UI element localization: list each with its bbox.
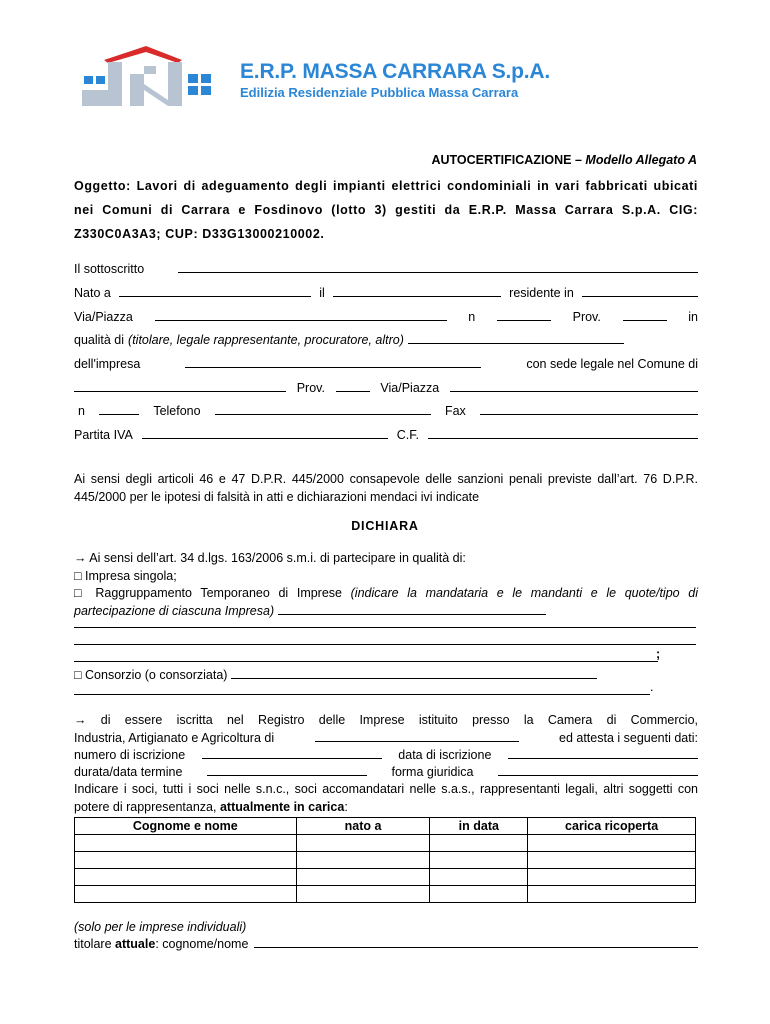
label-telefono: Telefono <box>153 404 201 418</box>
field-via[interactable] <box>155 308 447 321</box>
table-cell[interactable] <box>75 886 297 903</box>
soci-bold: attualmente in carica <box>219 800 345 814</box>
row-qualita <box>74 331 698 349</box>
table-cell[interactable] <box>75 869 297 886</box>
table-cell[interactable] <box>430 869 528 886</box>
label-prov2: Prov. <box>296 381 325 395</box>
part2-line2-text: Industria, Artigianato e Agricoltura di <box>74 731 275 745</box>
field-titolare[interactable] <box>254 935 698 948</box>
label-n: n <box>468 310 476 324</box>
table-cell[interactable] <box>528 852 696 869</box>
table-row <box>75 869 696 886</box>
table-row <box>75 852 696 869</box>
label-fax: Fax <box>444 404 466 418</box>
field-consorzio-line[interactable] <box>74 694 650 695</box>
row-nato <box>74 284 698 302</box>
rti-semicolon: ; <box>656 647 661 661</box>
field-civico[interactable] <box>497 308 551 321</box>
table-cell[interactable] <box>430 852 528 869</box>
field-rti-line-1[interactable] <box>74 627 696 628</box>
table-header-row <box>75 818 696 835</box>
label-in: in <box>688 310 698 324</box>
table-cell[interactable] <box>296 869 430 886</box>
option-rti[interactable] <box>74 584 698 620</box>
table-cell[interactable] <box>528 869 696 886</box>
option-consorzio[interactable] <box>74 666 698 684</box>
field-rti[interactable] <box>278 602 546 615</box>
soci-end: : <box>344 800 348 814</box>
label-data-iscrizione: data di iscrizione <box>398 748 492 762</box>
company-subtitle: Edilizia Residenziale Pubblica Massa Carrara <box>240 85 519 100</box>
consorzio-period: . <box>650 680 654 694</box>
table-cell[interactable] <box>75 835 297 852</box>
table-cell[interactable] <box>296 835 430 852</box>
row-piva <box>74 426 698 444</box>
part2-numero-row <box>74 746 698 764</box>
field-telefono[interactable] <box>215 402 431 415</box>
table-cell[interactable] <box>296 886 430 903</box>
footer-hint: (solo per le imprese individuali) <box>74 920 247 934</box>
premise: Ai sensi degli articoli 46 e 47 D.P.R. 445/2000 consapevole delle sanzioni penali previste dall’art. 76 D.P.R. 445/2000 per le ipotesi di falsità in atti e dichiarazioni mendaci ivi indicate <box>74 472 698 504</box>
soci-table <box>74 817 696 903</box>
field-rti-line-3[interactable] <box>74 661 658 662</box>
label-prov: Prov. <box>572 310 601 324</box>
option-rti-hint: (indicare la mandataria e le mandanti e le quote/tipo di partecipazione di ciascuna Impresa) <box>74 586 698 618</box>
dichiara-heading: DICHIARA <box>351 519 419 533</box>
label-nato-a: Nato a <box>74 286 111 300</box>
part2-line1: → di essere iscritta nel Registro delle Imprese istituito presso la Camera di Commercio, <box>74 713 698 727</box>
label-via2: Via/Piazza <box>380 381 440 395</box>
row-telefono <box>74 402 698 420</box>
soci-instruction <box>74 780 698 816</box>
label-il: il <box>319 286 325 300</box>
table-cell[interactable] <box>296 852 430 869</box>
label-sede: con sede legale nel Comune di <box>526 357 698 371</box>
col-cognome-nome: Cognome e nome <box>75 818 297 835</box>
model-title <box>431 153 697 167</box>
field-numero-iscrizione[interactable] <box>202 746 382 759</box>
label-numero-iscrizione: numero di iscrizione <box>74 748 186 762</box>
footer-titolare-row <box>74 935 698 953</box>
label-piva: Partita IVA <box>74 428 133 442</box>
field-camera-commercio[interactable] <box>315 729 519 742</box>
label-via: Via/Piazza <box>74 310 133 324</box>
row-sottoscritto <box>74 260 698 278</box>
table-cell[interactable] <box>430 886 528 903</box>
field-impresa[interactable] <box>185 355 481 368</box>
table-cell[interactable] <box>430 835 528 852</box>
field-forma[interactable] <box>498 763 698 776</box>
subject: Oggetto: Lavori di adeguamento degli impianti elettrici condominiali in vari fabbricati ubicati nei Comuni di Carrara e Fosdinovo (lotto 3) gestiti da E.R.P. Massa Carrara S.p.A. CIG: Z330C0A3A3; CUP: D33G13000210002. <box>74 179 698 241</box>
field-piva[interactable] <box>142 426 388 439</box>
label-attuale: attuale <box>115 937 156 951</box>
field-prov2[interactable] <box>336 379 370 392</box>
field-comune[interactable] <box>74 379 286 392</box>
field-via2[interactable] <box>450 379 698 392</box>
table-cell[interactable] <box>528 835 696 852</box>
label-titolare: titolare <box>74 937 112 951</box>
row-comune <box>74 379 698 397</box>
field-civico2[interactable] <box>99 402 139 415</box>
qualita-hint: (titolare, legale rappresentante, procuratore, altro) <box>128 333 404 347</box>
label-n2: n <box>78 404 85 418</box>
part2-durata-row <box>74 763 698 781</box>
part2-line2-end: ed attesta i seguenti dati: <box>559 731 698 745</box>
field-fax[interactable] <box>480 402 698 415</box>
field-sottoscritto[interactable] <box>178 260 698 273</box>
option-consorzio-label: □ Consorzio (o consorziata) <box>74 668 228 682</box>
option-impresa-singola[interactable]: □ Impresa singola; <box>74 569 177 583</box>
label-cognome: : cognome/nome <box>155 937 249 951</box>
field-prov[interactable] <box>623 308 667 321</box>
row-impresa <box>74 355 698 373</box>
company-logo <box>78 44 226 110</box>
label-forma: forma giuridica <box>391 765 474 779</box>
field-data-nascita[interactable] <box>333 284 501 297</box>
col-in-data: in data <box>430 818 528 835</box>
field-luogo-nascita[interactable] <box>119 284 311 297</box>
col-nato-a: nato a <box>296 818 430 835</box>
table-row <box>75 835 696 852</box>
model-name: Modello Allegato A <box>585 153 697 167</box>
row-via <box>74 308 698 326</box>
table-row <box>75 886 696 903</box>
field-rti-line-2[interactable] <box>74 644 696 645</box>
field-durata[interactable] <box>207 763 367 776</box>
label-durata: durata/data termine <box>74 765 183 779</box>
field-cf[interactable] <box>428 426 698 439</box>
label-cf: C.F. <box>396 428 419 442</box>
label-qualita: qualità di <box>74 333 125 347</box>
company-name: E.R.P. MASSA CARRARA S.p.A. <box>240 60 551 83</box>
field-consorzio[interactable] <box>231 666 597 679</box>
model-label: AUTOCERTIFICAZIONE – <box>431 153 582 167</box>
label-impresa: dell'impresa <box>74 357 141 371</box>
part2-line2 <box>74 729 698 747</box>
col-carica: carica ricoperta <box>528 818 696 835</box>
part1-intro: → Ai sensi dell’art. 34 d.lgs. 163/2006 s.m.i. di partecipare in qualità di: <box>74 551 466 565</box>
label-residente: residente in <box>509 286 574 300</box>
table-cell[interactable] <box>528 886 696 903</box>
label-sottoscritto: Il sottoscritto <box>74 262 145 276</box>
field-data-iscrizione[interactable] <box>508 746 698 759</box>
table-cell[interactable] <box>75 852 297 869</box>
field-residenza[interactable] <box>582 284 698 297</box>
field-qualita[interactable] <box>408 331 624 344</box>
option-rti-label: □ Raggruppamento Temporaneo di Imprese <box>74 586 342 600</box>
soci-text: Indicare i soci, tutti i soci nelle s.n.c., soci accomandatari nelle s.a.s., rappresentanti legali, altri soggetti con potere di rappresentanza, <box>74 782 698 814</box>
